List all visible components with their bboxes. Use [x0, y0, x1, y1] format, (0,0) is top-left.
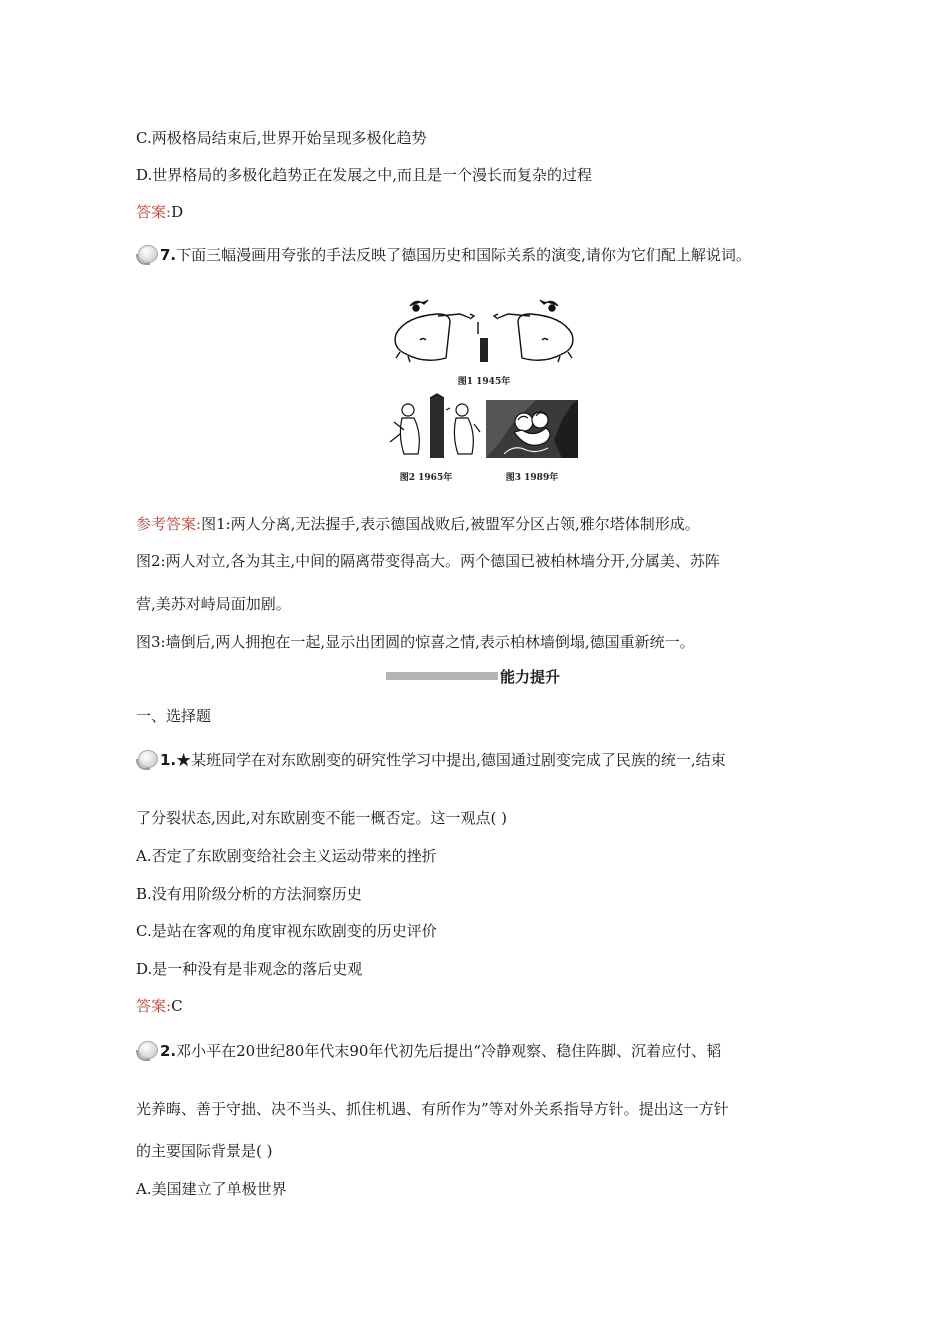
reference-answer-line3: 营,美苏对峙局面加剧。: [136, 595, 291, 613]
figure3-caption: 图3 1989年: [505, 473, 559, 483]
answer-line: [136, 202, 183, 222]
question-1: [136, 750, 726, 770]
question-1-line2: 了分裂状态,因此,对东欧剧变不能一概否定。这一观点( ): [136, 809, 508, 827]
speech-bubble-icon: [136, 1041, 158, 1059]
speech-bubble-icon: [136, 750, 158, 768]
question-number: 7.: [160, 246, 177, 264]
q1-option-d: D.是一种没有是非观念的落后史观: [136, 960, 363, 978]
speech-bubble-icon: [136, 245, 158, 263]
section-title: 能力提升: [500, 667, 561, 686]
reference-answer-line1: [136, 514, 700, 534]
answer-value: C: [171, 997, 183, 1015]
question-7: [136, 245, 751, 265]
figure2-caption: 图2 1965年: [399, 473, 453, 483]
option-d: D.世界格局的多极化趋势正在发展之中,而且是一个漫长而复杂的过程: [136, 166, 593, 184]
question-number: 1.: [160, 751, 177, 769]
option-c: C.两极格局结束后,世界开始呈现多极化趋势: [136, 129, 427, 147]
question-text: 邓小平在20世纪80年代末90年代初先后提出“冷静观察、稳住阵脚、沉着应付、韬: [176, 1042, 722, 1060]
q2-option-a: A.美国建立了单极世界: [136, 1180, 287, 1198]
section-bar: [386, 672, 498, 680]
question-2-line3: 的主要国际背景是( ): [136, 1142, 273, 1160]
cartoon-figure: [386, 292, 582, 488]
question-2-line2: 光养晦、善于守拙、决不当头、抓住机遇、有所作为”等对外关系指导方针。提出这一方针: [136, 1100, 729, 1118]
section-heading: [386, 666, 560, 686]
q1-option-a: A.否定了东欧剧变给社会主义运动带来的挫折: [136, 847, 437, 865]
question-number: 2.: [160, 1042, 177, 1060]
cartoon-fig3: [486, 400, 578, 458]
answer-text: 图1:两人分离,无法握手,表示德国战败后,被盟军分区占领,雅尔塔体制形成。: [201, 515, 700, 533]
cartoon-fig2: [386, 394, 482, 458]
question-text: ★某班同学在对东欧剧变的研究性学习中提出,德国通过剧变完成了民族的统一,结束: [176, 751, 726, 769]
reference-answer-line2: 图2:两人对立,各为其主,中间的隔离带变得高大。两个德国已被柏林墙分开,分属美、苏阵: [136, 552, 720, 570]
cartoon-fig1: [395, 300, 573, 362]
q1-answer-line: [136, 996, 183, 1016]
answer-value: D: [171, 203, 184, 221]
figure1-caption: 图1 1945年: [457, 377, 511, 387]
question-text: 下面三幅漫画用夸张的手法反映了德国历史和国际关系的演变,请你为它们配上解说词。: [176, 246, 751, 264]
subsection-title: 一、选择题: [136, 707, 212, 725]
reference-answer-line4: 图3:墙倒后,两人拥抱在一起,显示出团圆的惊喜之情,表示柏林墙倒塌,德国重新统一。: [136, 633, 695, 651]
answer-label: 答案:: [136, 997, 172, 1015]
answer-label: 答案:: [136, 203, 172, 221]
q1-option-b: B.没有用阶级分析的方法洞察历史: [136, 885, 362, 903]
question-2: [136, 1041, 721, 1061]
reference-answer-label: 参考答案:: [136, 515, 202, 533]
q1-option-c: C.是站在客观的角度审视东欧剧变的历史评价: [136, 922, 437, 940]
